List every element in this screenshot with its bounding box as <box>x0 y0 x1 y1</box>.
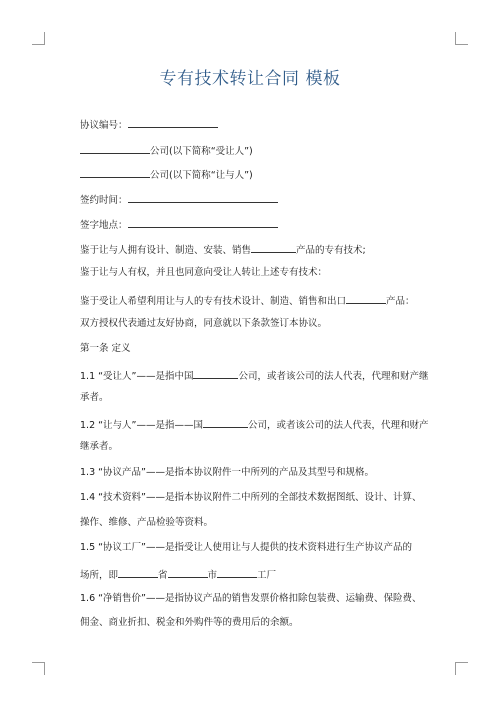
transferor-blank <box>80 166 150 178</box>
city-blank <box>168 566 208 578</box>
crop-mark-top-right <box>455 32 468 45</box>
whereas-1-text-b: 产品的专有技术; <box>296 245 366 256</box>
definition-1-1-text-a: 1.1 “受让人”——是指中国 <box>80 371 194 382</box>
definition-1-1-cont: 承者。 <box>80 392 109 403</box>
sign-place-line <box>80 216 460 233</box>
sign-place-label: 签字地点： <box>80 220 128 231</box>
definition-1-5-place-label: 场所，即 <box>80 570 119 581</box>
factory-blank <box>217 566 257 578</box>
definition-1-4-cont: 操作、维修、产品检验等资料。 <box>80 517 214 528</box>
whereas-3-text-b: 产品： <box>386 296 415 307</box>
transferor-line <box>80 166 460 183</box>
definition-1-6: 1.6 “净销售价”——是指协议产品的销售发票价格扣除包装费、运输费、保险费、 <box>80 593 422 604</box>
factory-label: 工厂 <box>257 570 277 581</box>
sign-time-blank <box>128 191 278 203</box>
city-label: 市 <box>207 570 218 581</box>
sign-time-line <box>80 191 460 208</box>
transferee-text: 公司(以下简称“受让人”) <box>150 146 253 157</box>
transferee-line <box>80 142 460 159</box>
province-blank <box>118 566 158 578</box>
article-1-heading: 第一条 定义 <box>80 343 131 354</box>
whereas-1 <box>80 241 460 258</box>
definition-1-2-text-b: 公司，或者该公司的法人代表，代理和财产 <box>247 420 429 431</box>
agreement-number-label: 协议编号： <box>80 120 128 131</box>
sign-place-blank <box>128 216 278 228</box>
province-label: 省 <box>158 570 168 581</box>
whereas-3 <box>80 292 460 309</box>
definition-1-5-cont <box>80 566 276 583</box>
definition-1-2 <box>80 416 460 433</box>
definition-1-3: 1.3 “协议产品”——是指本协议附件一中所列的产品及其型号和规格。 <box>80 467 374 478</box>
definition-1-5: 1.5 “协议工厂”——是指受让人使用让与人提供的技术资料进行生产协议产品的 <box>80 542 412 553</box>
whereas-1-text-a: 鉴于让与人拥有设计、制造、安装、销售 <box>80 245 252 256</box>
sign-time-label: 签约时间： <box>80 195 128 206</box>
whereas-3-text-a: 鉴于受让人希望利用让与人的专有技术设计、制造、销售和出口 <box>80 296 347 307</box>
definition-1-1-blank <box>193 367 238 379</box>
whereas-2: 鉴于让与人有权，并且也同意向受让人转让上述专有技术： <box>80 267 328 278</box>
definition-1-1-text-b: 公司，或者该公司的法人代表，代理和财产继 <box>238 371 429 382</box>
crop-mark-bottom-left <box>32 662 45 675</box>
agreement-number-blank <box>128 116 218 128</box>
definition-1-2-blank <box>203 416 248 428</box>
whereas-3-blank <box>346 292 386 304</box>
agreement-number-line <box>80 116 460 133</box>
whereas-1-blank <box>251 241 296 253</box>
definition-1-2-text-a: 1.2 “让与人”——是指——国 <box>80 420 203 431</box>
definition-1-4: 1.4 “技术资料”——是指本协议附件二中所列的全部技术数据图纸、设计、计算、 <box>80 492 422 503</box>
crop-mark-top-left <box>32 32 45 45</box>
transferee-blank <box>80 142 150 154</box>
definition-1-2-cont: 继承者。 <box>80 441 119 452</box>
transferor-text: 公司(以下简称“让与人”) <box>150 170 253 181</box>
definition-1-1 <box>80 367 460 384</box>
definition-1-6-cont: 佣金、商业折扣、税金和外购件等的费用后的余额。 <box>80 617 299 628</box>
document-title: 专有技术转让合同 模板 <box>159 69 341 89</box>
agreement-statement: 双方授权代表通过友好协商，同意就以下条款签订本协议。 <box>80 318 328 329</box>
crop-mark-bottom-right <box>455 662 468 675</box>
